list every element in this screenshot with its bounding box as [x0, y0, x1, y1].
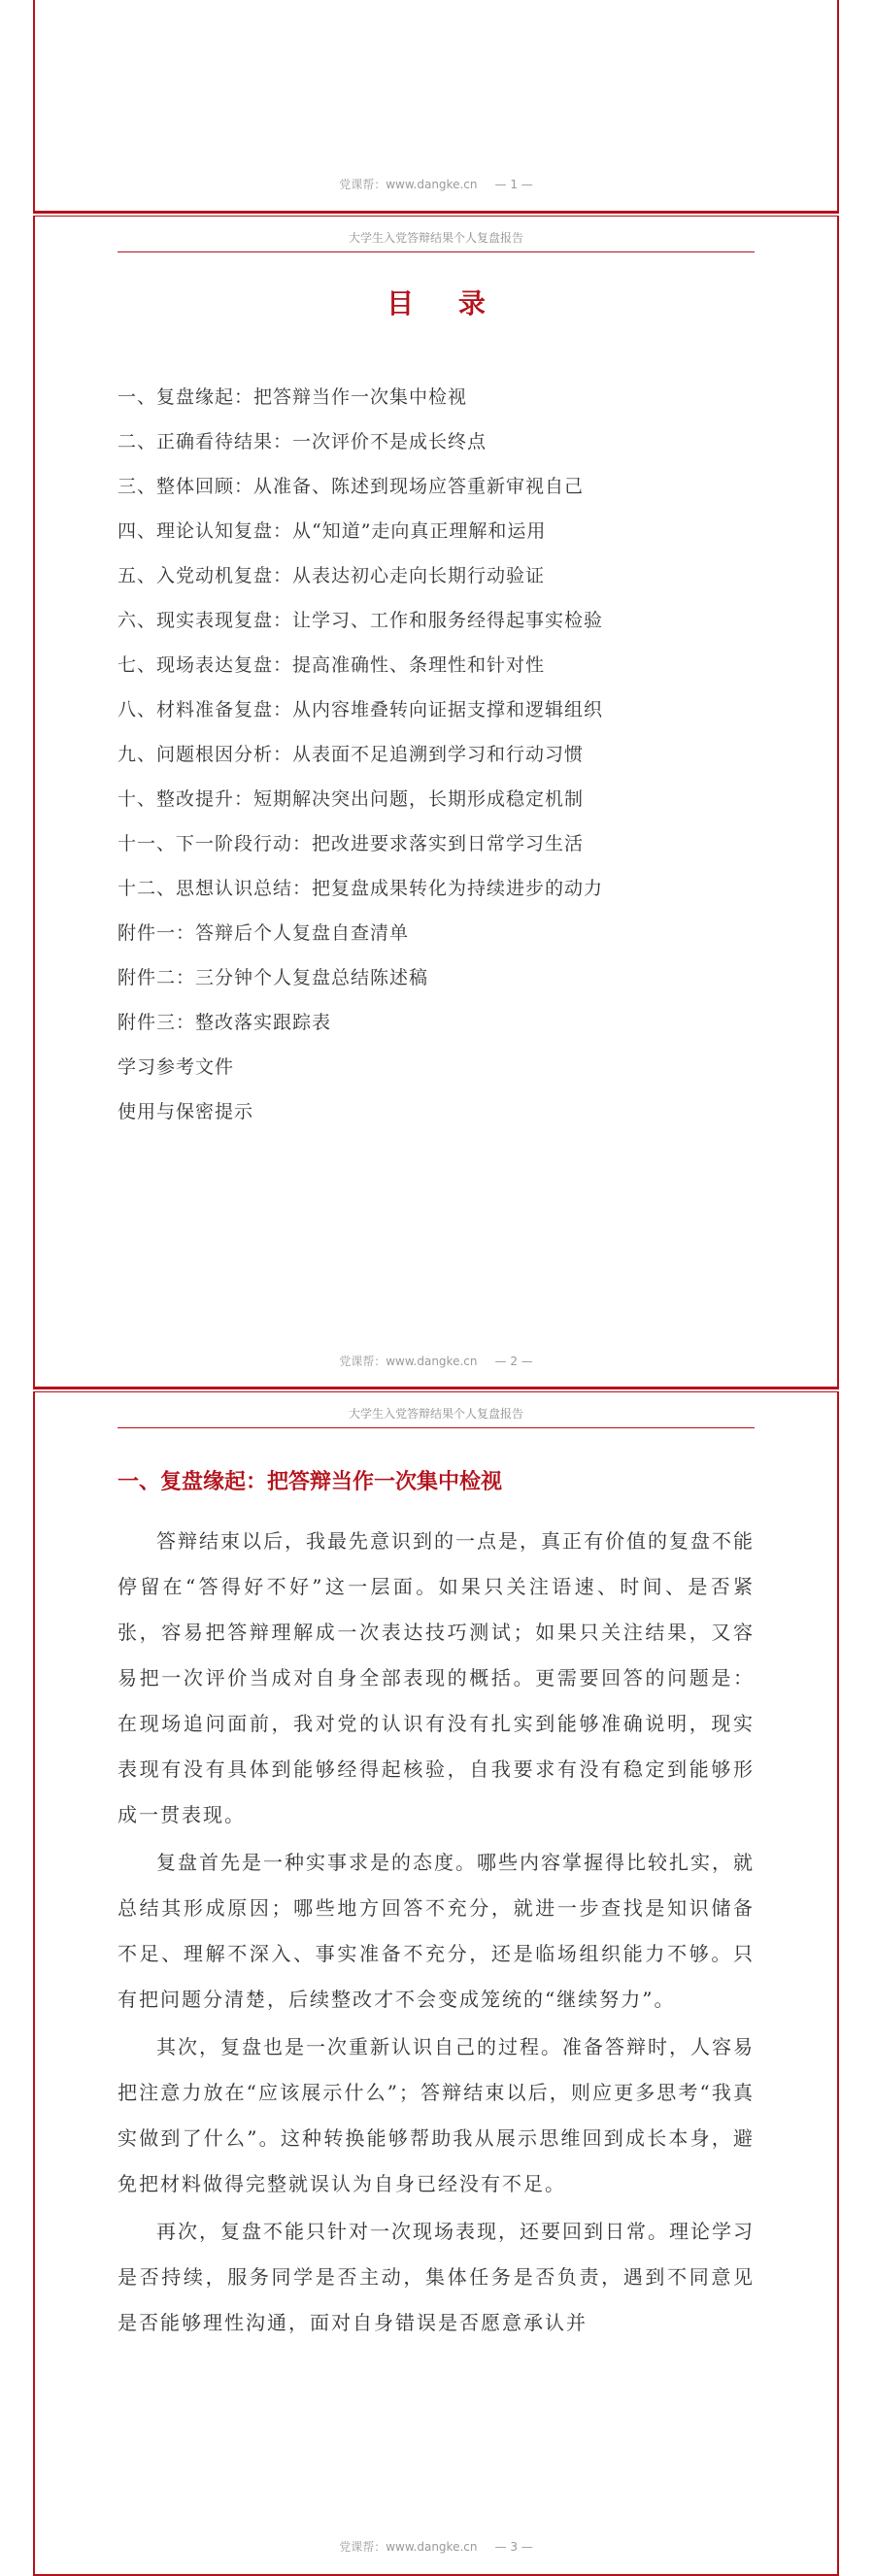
toc-item[interactable]: 九、问题根因分析：从表面不足追溯到学习和行动习惯 — [118, 744, 585, 765]
page-3 — [33, 1391, 839, 2576]
footer-dash-right: — — [521, 1355, 533, 1368]
page-header: 大学生入党答辩结果个人复盘报告 — [118, 224, 755, 252]
page-2 — [33, 216, 839, 1389]
footer-site: 党课帮：www.dangke.cn — [339, 178, 478, 191]
footer-page-number: 3 — [510, 2540, 518, 2554]
paragraph: 其次，复盘也是一次重新认识自己的过程。准备答辩时，人容易把注意力放在“应该展示什么”；答辩结束以后，则应更多思考“我真实做到了什么”。这种转换能够帮助我从展示思维回到成长本身，避免把材料做得完整就误认为自身已经没有不足。 — [118, 2035, 755, 2195]
footer-dash-right: — — [521, 178, 533, 191]
toc-item[interactable]: 使用与保密提示 — [118, 1101, 254, 1122]
section-body — [118, 1519, 755, 2348]
footer-site: 党课帮：www.dangke.cn — [339, 1355, 478, 1368]
toc-item[interactable]: 学习参考文件 — [118, 1056, 235, 1078]
paragraph: 再次，复盘不能只针对一次现场表现，还要回到日常。理论学习是否持续，服务同学是否主动，集体任务是否负责，遇到不同意见是否能够理性沟通，面对自身错误是否愿意承认并 — [118, 2220, 755, 2334]
paragraph: 复盘首先是一种实事求是的态度。哪些内容掌握得比较扎实，就总结其形成原因；哪些地方回答不充分，就进一步查找是知识储备不足、理解不深入、事实准备不充分，还是临场组织能力不够。只有把问题分清楚，后续整改才不会变成笼统的“继续努力”。 — [118, 1851, 755, 2011]
toc-item[interactable]: 八、材料准备复盘：从内容堆叠转向证据支撑和逻辑组织 — [118, 699, 604, 720]
toc-item[interactable]: 六、现实表现复盘：让学习、工作和服务经得起事实检验 — [118, 610, 604, 631]
toc-item[interactable]: 七、现场表达复盘：提高准确性、条理性和针对性 — [118, 654, 546, 676]
toc-item[interactable]: 十一、下一阶段行动：把改进要求落实到日常学习生活 — [118, 833, 585, 854]
toc-item[interactable]: 附件一：答辩后个人复盘自查清单 — [118, 922, 410, 944]
toc-item[interactable]: 附件三：整改落实跟踪表 — [118, 1012, 332, 1033]
paragraph: 答辩结束以后，我最先意识到的一点是，真正有价值的复盘不能停留在“答得好不好”这一层面。如果只关注语速、时间、是否紧张，容易把答辩理解成一次表达技巧测试；如果只关注结果，又容易把一次评价当成对自身全部表现的概括。更需要回答的问题是：在现场追问面前，我对党的认识有没有扎实到能够准确说明，现实表现有没有具体到能够经得起核验，自我要求有没有稳定到能够形成一贯表现。 — [118, 1529, 755, 1826]
toc-item[interactable]: 十、整改提升：短期解决突出问题，长期形成稳定机制 — [118, 788, 585, 810]
footer-dash-left: — — [494, 1355, 507, 1368]
footer-dash-left: — — [494, 178, 507, 191]
toc-item[interactable]: 十二、思想认识总结：把复盘成果转化为持续进步的动力 — [118, 878, 604, 899]
toc-item[interactable]: 四、理论认知复盘：从“知道”走向真正理解和运用 — [118, 520, 547, 542]
toc-list — [118, 375, 779, 1134]
toc-title: 目 录 — [387, 287, 503, 319]
page-footer — [35, 1353, 837, 1369]
toc-item[interactable]: 二、正确看待结果：一次评价不是成长终点 — [118, 431, 487, 452]
footer-site: 党课帮：www.dangke.cn — [339, 2540, 478, 2554]
toc-item[interactable]: 附件二：三分钟个人复盘总结陈述稿 — [118, 967, 429, 988]
page-header: 大学生入党答辩结果个人复盘报告 — [118, 1400, 755, 1428]
section-title: 一、复盘缘起：把答辩当作一次集中检视 — [118, 1470, 503, 1494]
footer-page-number: 2 — [510, 1355, 518, 1368]
toc-item[interactable]: 五、入党动机复盘：从表达初心走向长期行动验证 — [118, 565, 546, 586]
page-1 — [33, 0, 839, 214]
page-footer — [35, 2538, 837, 2555]
footer-page-number: 1 — [510, 178, 518, 191]
footer-dash-right: — — [521, 2540, 533, 2554]
toc-item[interactable]: 三、整体回顾：从准备、陈述到现场应答重新审视自己 — [118, 476, 585, 497]
toc-item[interactable]: 一、复盘缘起：把答辩当作一次集中检视 — [118, 386, 468, 408]
footer-dash-left: — — [494, 2540, 507, 2554]
page-footer — [35, 176, 837, 192]
